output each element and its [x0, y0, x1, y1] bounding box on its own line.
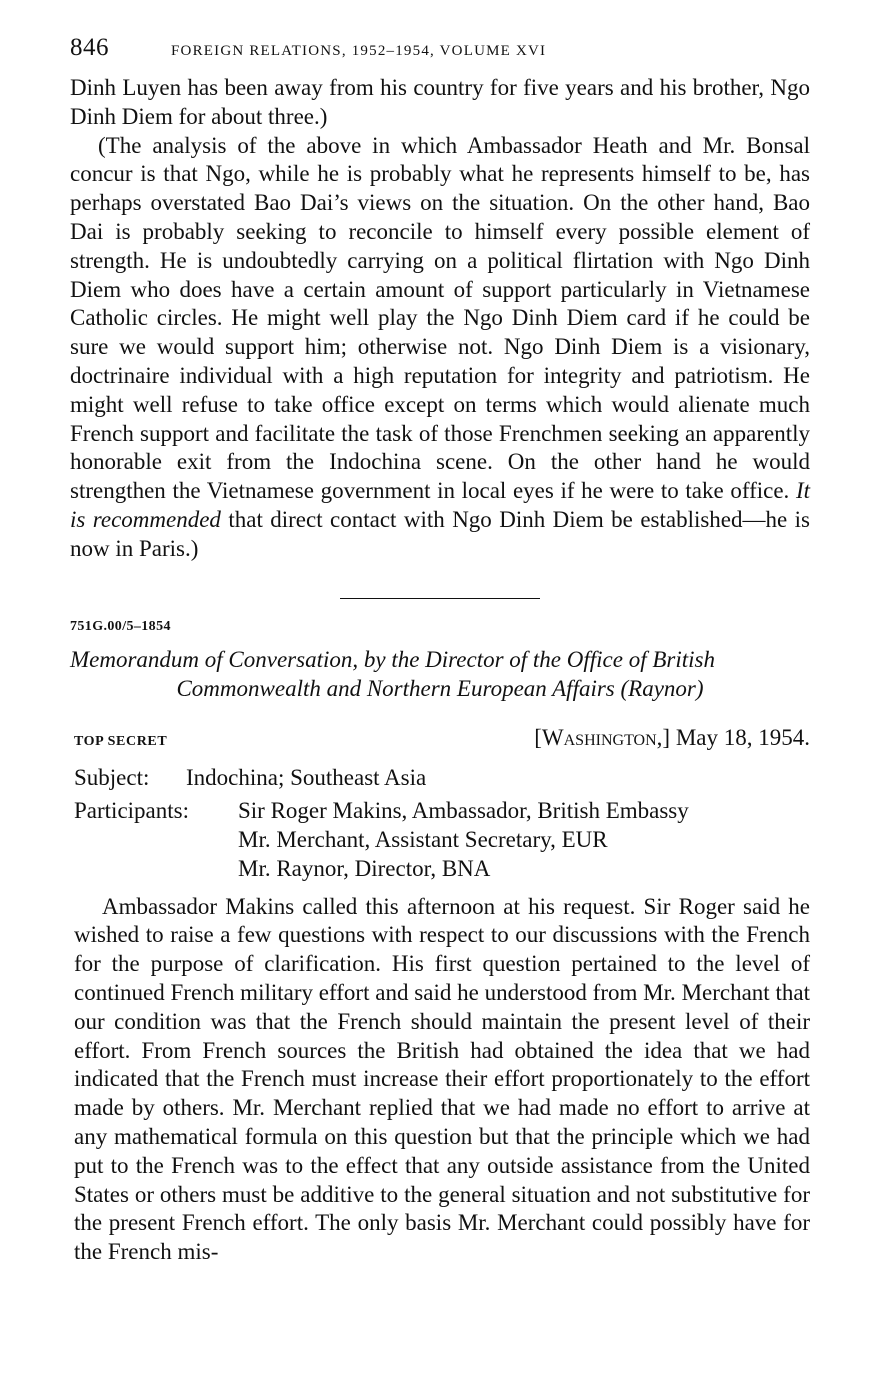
- document-page: [70, 34, 810, 1267]
- document-title: [70, 645, 810, 703]
- memorandum-body: Ambassador Makins called this afternoon at his request. Sir Roger said he wished to raise a few questions with respect to our discussions with the French for the purpose of clarification. His first question pertained to the level of continued French military effort and said he understood from Mr. Merchant that our condition was that the French should maintain the present level of their effort. From French sources the British had obtained the idea that we had indicated that the French must increase their effort proportionately to the effort made by others. Mr. Merchant replied that we had made no effort to arrive at any mathematical formula on this question but that the principle which we had put to the French was to the effect that any outside assistance from the United States or others must be additive to the general situation and not substitutive for the present French effort. The only basis Mr. Merchant could possibly have for the French mis-: [74, 893, 810, 1265]
- participants-label: Participants:: [74, 797, 189, 823]
- analysis-paragraph: [70, 132, 810, 564]
- participants-row: [74, 796, 810, 883]
- analysis-text-end: that direct contact with Ngo Dinh Diem be established—he is now in Paris.): [70, 506, 810, 561]
- page-number: 846: [70, 34, 109, 61]
- document-title-office: Commonwealth and Northern European Affairs: [176, 675, 615, 701]
- analysis-text: (The analysis of the above in which Ambassador Heath and Mr. Bonsal concur is that Ngo, while he is probably what he represents himself to be, has perhaps overstated Bao Dai’s views on the situation. On the other hand, Bao Dai is probably seeking to reconcile to himself every possible element of strength. He is undoubtedly carrying on a political flirtation with Ngo Dinh Diem who does have a certain amount of support particularly in Vietnamese Catholic circles. He might well play the Ngo Dinh Diem card if he could be sure we would support him; otherwise not. Ngo Dinh Diem is a visionary, doctrinaire individual with a high reputation for integrity and patriotism. He might well refuse to take office except on terms which would alienate much French support and facilitate the task of those Frenchmen seeking an apparently honorable exit from the Indochina scene. On the other hand he would strengthen the Vietnamese government in local eyes if he were to take office.: [70, 132, 810, 504]
- document-title-author: (Raynor): [620, 675, 704, 701]
- document-title-line1: Memorandum of Conversation, by the Director of the Office of British: [70, 646, 715, 672]
- participant-item: Sir Roger Makins, Ambassador, British Embassy: [238, 797, 689, 823]
- continued-paragraph: Dinh Luyen has been away from his country for five years and his brother, Ngo Dinh Diem for about three.): [70, 75, 810, 129]
- participant-item: Mr. Merchant, Assistant Secretary, EUR: [238, 826, 608, 852]
- dateline: [534, 725, 810, 751]
- running-head: [70, 34, 810, 74]
- dateline-place: [Washington,]: [534, 724, 671, 750]
- document-title-line2: [70, 674, 810, 703]
- classification-marking: TOP SECRET: [74, 733, 168, 749]
- subject-row: [74, 763, 810, 792]
- volume-title: FOREIGN RELATIONS, 1952–1954, VOLUME XVI: [171, 43, 547, 59]
- subject-label: Subject:: [74, 764, 150, 790]
- subject-value: Indochina; Southeast Asia: [186, 764, 427, 790]
- participants-list: [238, 796, 689, 883]
- section-divider: [340, 598, 540, 599]
- file-number: 751G.00/5–1854: [70, 618, 171, 634]
- analysis-emphasis: It is recommended: [70, 478, 810, 532]
- participant-item: Mr. Raynor, Director, BNA: [238, 855, 491, 881]
- classification-row: [70, 725, 810, 751]
- dateline-date: May 18, 1954.: [675, 724, 810, 750]
